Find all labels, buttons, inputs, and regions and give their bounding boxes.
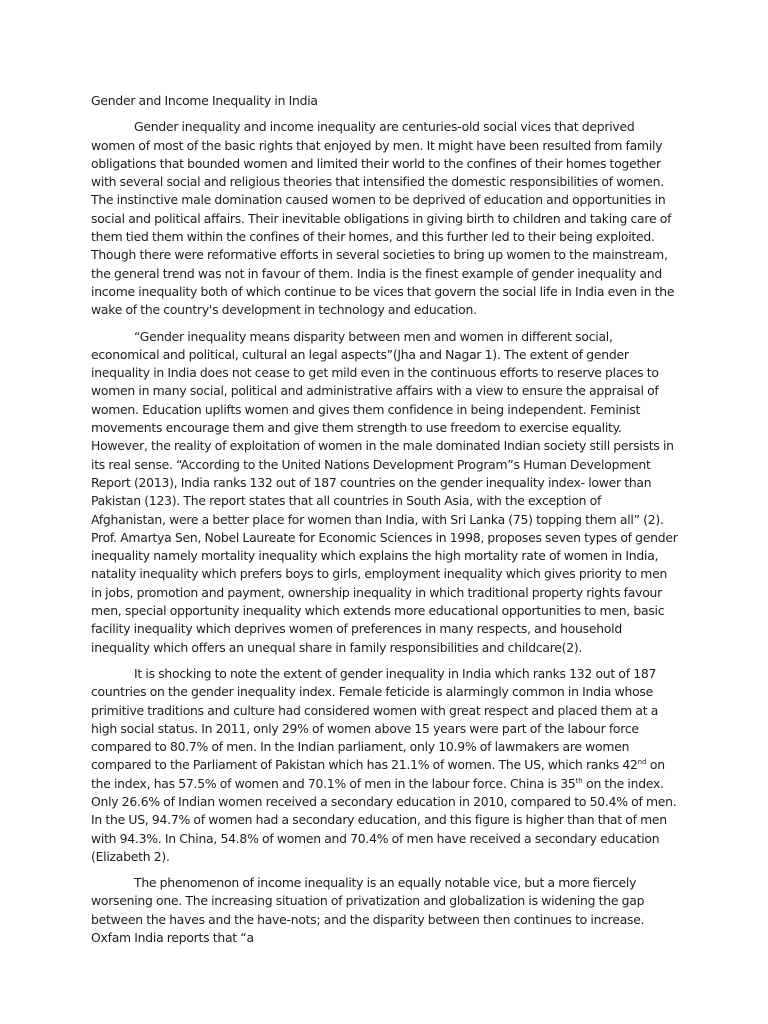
paragraph-1: Gender inequality and income inequality are centuries-old social vices that deprived women of most of the basic rights that enjoyed by men. It might have been resulted from family obligations that bounded women and limited their world to the confines of their homes together with several social and religious theories that intensified the domestic responsibilities of women. The instinctive male domination caused women to be deprived of education and opportunities in social and political affairs. Their inevitable obligations in giving birth to children and taking care of them tied them within the confines of their homes, and this further led to their being exploited. Though there were reformative efforts in several societies to bring up women to the mainstream, the general trend was not in favour of them. India is the finest example of gender inequality and income inequality both of which continue to be vices that govern the social life in India even in the wake of the country's development in technology and education. — [91, 119, 675, 318]
paragraph-2: “Gender inequality means disparity between men and women in different social, economical and political, cultural an legal aspects”(Jha and Nagar 1). The extent of gender inequality in India does not cease to get mild even in the continuous efforts to reserve places to women in many social, political and administrative affairs with a view to ensure the appraisal of women. Education uplifts women and gives them confidence in being independent. Feminist movements encourage them and give them strength to use freedom to exercise equality. However, the reality of exploitation of women in the male dominated Indian society still persists in its real sense. “According to the United Nations Development Program”s Human Development Report (2013), India ranks 132 out of 187 countries on the gender inequality index- lower than Pakistan (123). The report states that all countries in South Asia, with the exception of Afghanistan, were a better place for women than India, with Sri Lanka (75) topping them all” (2). Prof. Amartya Sen, Nobel Laureate for Economic Sciences in 1998, proposes seven types of gender inequality namely mortality inequality which explains the high mortality rate of women in India, natality inequality which prefers boys to girls, employment inequality which gives priority to men in jobs, promotion and payment, ownership inequality in which traditional property rights favour men, special opportunity inequality which extends more educational opportunities to men, basic facility inequality which deprives women of preferences in many respects, and household inequality which offers an unequal share in family responsibilities and childcare(2). — [91, 328, 678, 655]
paragraph-3-text-a: It is shocking to note the extent of gender inequality in India which ranks 132 out of 187 countries on the gender inequality index. Female feticide is alarmingly common in India whose primitive traditions and culture had considered women with great respect and placed them at a high social status. In 2011, only 29% of women above 15 years were part of the labour force compared to 80.7% of men. In the Indian parliament, only 10.9% of lawmakers are women compared to the Parliament of Pakistan which has 21.1% of women. The US, which ranks 42 — [91, 665, 659, 773]
paragraph-3 — [91, 665, 679, 866]
document-title: Gender and Income Inequality in India — [91, 93, 318, 108]
ordinal-suffix-th: th — [575, 776, 583, 785]
document-body — [91, 92, 679, 955]
paragraph-3-text-c: on the index. Only 26.6% of Indian women received a secondary education in 2010, compared to 50.4% of men. In the US, 94.7% of women had a secondary education, and this figure is higher than that of men with 94.3%. In China, 54.8% of women and 70.4% of men have received a secondary education (Elizabeth 2). — [91, 775, 677, 864]
paragraph-3-text-b: on the index, has 57.5% of women and 70.1% of men in the labour force. China is 35 — [91, 757, 665, 791]
paragraph-4: The phenomenon of income inequality is an equally notable vice, but a more fiercely worsening one. The increasing situation of privatization and globalization is widening the gap between the haves and the have-nots; and the disparity between then continues to increase. Oxfam India reports that “a — [91, 875, 645, 946]
ordinal-suffix-nd: nd — [637, 758, 647, 767]
